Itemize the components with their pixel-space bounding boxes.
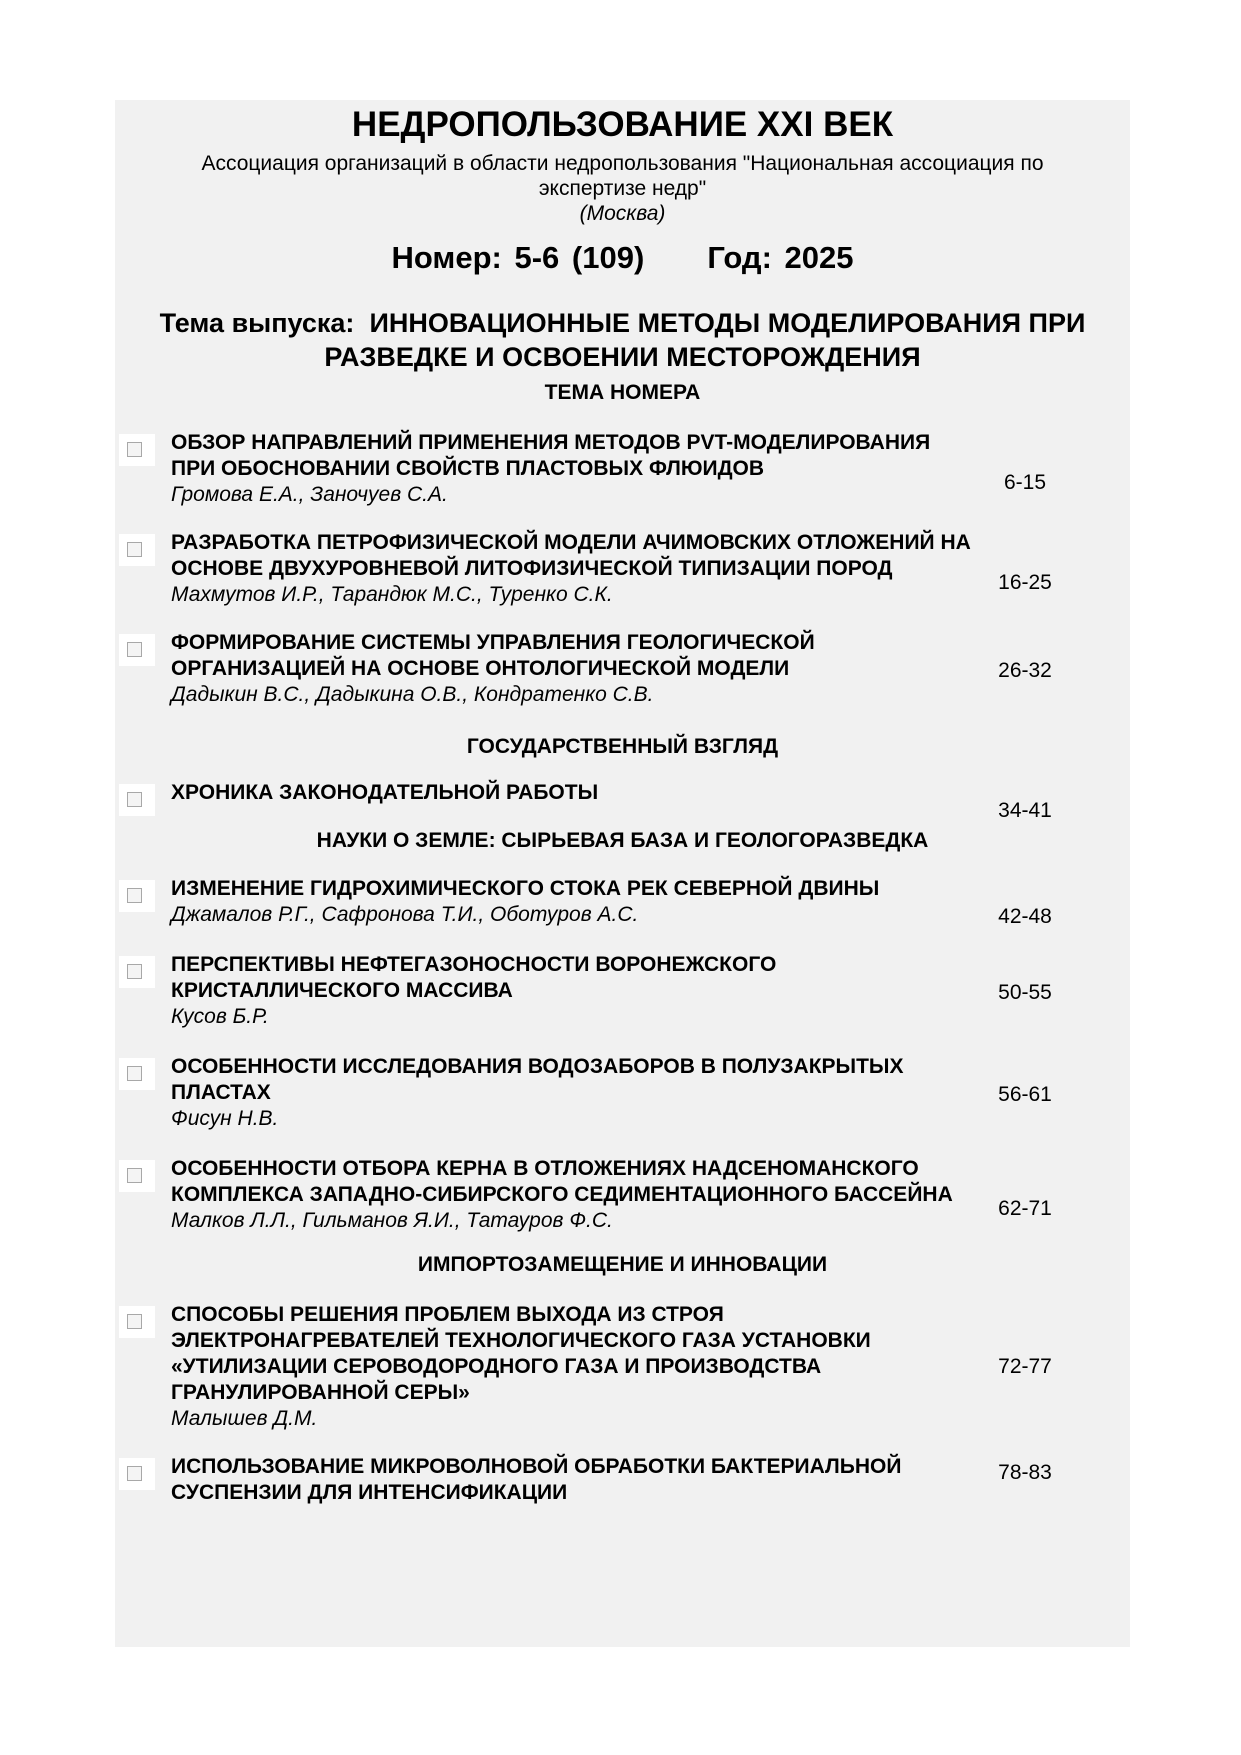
article-pages: 26-32 <box>998 659 1052 682</box>
article-title[interactable]: ПЕРСПЕКТИВЫ НЕФТЕГАЗОНОСНОСТИ ВОРОНЕЖСКОГО КРИСТАЛЛИЧЕСКОГО МАССИВА <box>171 953 777 1002</box>
select-checkbox[interactable] <box>119 1458 155 1490</box>
select-checkbox[interactable] <box>119 880 155 912</box>
article-pages: 6-15 <box>1003 471 1047 494</box>
article-pages: 62-71 <box>998 1197 1052 1220</box>
article-title[interactable]: ОБЗОР НАПРАВЛЕНИЙ ПРИМЕНЕНИЯ МЕТОДОВ PVT-МОДЕЛИРОВАНИЯ ПРИ ОБОСНОВАНИИ СВОЙСТВ ПЛАСТОВЫХ ФЛЮИДОВ <box>171 431 931 480</box>
select-checkbox[interactable] <box>119 956 155 988</box>
article-entry <box>115 952 1130 1030</box>
article-entry <box>115 530 1130 608</box>
article-entry <box>115 1454 1130 1506</box>
article-entry <box>115 780 1130 822</box>
article-title[interactable]: ИЗМЕНЕНИЕ ГИДРОХИМИЧЕСКОГО СТОКА РЕК СЕВЕРНОЙ ДВИНЫ <box>171 877 880 900</box>
article-entry <box>115 1156 1130 1234</box>
article-pages: 72-77 <box>998 1355 1052 1378</box>
article-authors: Кусов Б.Р. <box>171 1005 269 1028</box>
publisher-city: (Москва) <box>579 202 666 225</box>
article-entry <box>115 430 1130 508</box>
issue-year: Год: 2025 <box>707 240 854 275</box>
article-title[interactable]: ХРОНИКА ЗАКОНОДАТЕЛЬНОЙ РАБОТЫ <box>171 781 599 804</box>
article-authors: Джамалов Р.Г., Сафронова Т.И., Оботуров А.С. <box>171 903 639 926</box>
article-authors: Махмутов И.Р., Тарандюк М.С., Туренко С.К. <box>171 583 613 606</box>
article-authors: Малков Л.Л., Гильманов Я.И., Татауров Ф.С. <box>171 1209 613 1232</box>
publisher-organization: Ассоциация организаций в области недропользования "Национальная ассоциация по экспертизе недр" <box>201 152 1044 200</box>
section-heading: ГОСУДАРСТВЕННЫЙ ВЗГЛЯД <box>466 735 779 758</box>
theme-text: ИННОВАЦИОННЫЕ МЕТОДЫ МОДЕЛИРОВАНИЯ ПРИ РАЗВЕДКЕ И ОСВОЕНИИ МЕСТОРОЖДЕНИЯ <box>324 308 1086 372</box>
table-of-contents <box>115 380 1130 1506</box>
article-title[interactable]: ОСОБЕННОСТИ ИССЛЕДОВАНИЯ ВОДОЗАБОРОВ В ПОЛУЗАКРЫТЫХ ПЛАСТАХ <box>171 1055 904 1104</box>
issue-info <box>115 240 1130 276</box>
article-title[interactable]: РАЗРАБОТКА ПЕТРОФИЗИЧЕСКОЙ МОДЕЛИ АЧИМОВСКИХ ОТЛОЖЕНИЙ НА ОСНОВЕ ДВУХУРОВНЕВОЙ ЛИТОФИЗИЧЕСКОЙ ТИПИЗАЦИИ ПОРОД <box>171 531 971 580</box>
article-title[interactable]: ФОРМИРОВАНИЕ СИСТЕМЫ УПРАВЛЕНИЯ ГЕОЛОГИЧЕСКОЙ ОРГАНИЗАЦИЕЙ НА ОСНОВЕ ОНТОЛОГИЧЕСКОЙ МОДЕЛИ <box>171 631 815 680</box>
theme-label: Тема выпуска: <box>159 308 355 338</box>
article-authors: Дадыкин В.С., Дадыкина О.В., Кондратенко С.В. <box>171 683 654 706</box>
select-checkbox[interactable] <box>119 1058 155 1090</box>
section-heading: ИМПОРТОЗАМЕЩЕНИЕ И ИННОВАЦИИ <box>417 1253 828 1276</box>
article-title[interactable]: СПОСОБЫ РЕШЕНИЯ ПРОБЛЕМ ВЫХОДА ИЗ СТРОЯ ЭЛЕКТРОНАГРЕВАТЕЛЕЙ ТЕХНОЛОГИЧЕСКОГО ГАЗА УСТАНОВКИ «УТИЛИЗАЦИИ СЕРОВОДОРОДНОГО ГАЗА И ПРОИЗВОДСТВА ГРАНУЛИРОВАННОЙ СЕРЫ» <box>171 1303 871 1404</box>
section-heading: ТЕМА НОМЕРА <box>544 381 701 404</box>
issue-theme <box>115 306 1130 374</box>
article-title[interactable]: ОСОБЕННОСТИ ОТБОРА КЕРНА В ОТЛОЖЕНИЯХ НАДСЕНОМАНСКОГО КОМПЛЕКСА ЗАПАДНО-СИБИРСКОГО СЕДИМЕНТАЦИОННОГО БАССЕЙНА <box>171 1157 953 1206</box>
select-checkbox[interactable] <box>119 1306 155 1338</box>
article-pages: 34-41 <box>998 799 1052 822</box>
article-title[interactable]: ИСПОЛЬЗОВАНИЕ МИКРОВОЛНОВОЙ ОБРАБОТКИ БАКТЕРИАЛЬНОЙ СУСПЕНЗИИ ДЛЯ ИНТЕНСИФИКАЦИИ <box>171 1455 902 1504</box>
article-pages: 56-61 <box>998 1083 1052 1106</box>
select-checkbox[interactable] <box>119 784 155 816</box>
issue-number: Номер: 5-6 (109) <box>391 240 645 275</box>
section-heading: НАУКИ О ЗЕМЛЕ: СЫРЬЕВАЯ БАЗА И ГЕОЛОГОРАЗВЕДКА <box>316 829 929 852</box>
article-authors: Малышев Д.М. <box>171 1407 318 1430</box>
article-entry <box>115 1302 1130 1432</box>
article-authors: Громова Е.А., Заночуев С.А. <box>171 483 448 506</box>
article-entry <box>115 876 1130 928</box>
article-pages: 78-83 <box>998 1461 1052 1484</box>
article-pages: 42-48 <box>998 905 1052 928</box>
article-entry <box>115 630 1130 708</box>
article-pages: 16-25 <box>998 571 1052 594</box>
select-checkbox[interactable] <box>119 534 155 566</box>
select-checkbox[interactable] <box>119 1160 155 1192</box>
select-checkbox[interactable] <box>119 434 155 466</box>
journal-title: НЕДРОПОЛЬЗОВАНИЕ XXI ВЕК <box>351 105 894 144</box>
article-entry <box>115 1054 1130 1132</box>
select-checkbox[interactable] <box>119 634 155 666</box>
journal-header <box>115 105 1130 374</box>
document-page <box>115 100 1130 1647</box>
article-pages: 50-55 <box>998 981 1052 1004</box>
article-authors: Фисун Н.В. <box>171 1107 279 1130</box>
